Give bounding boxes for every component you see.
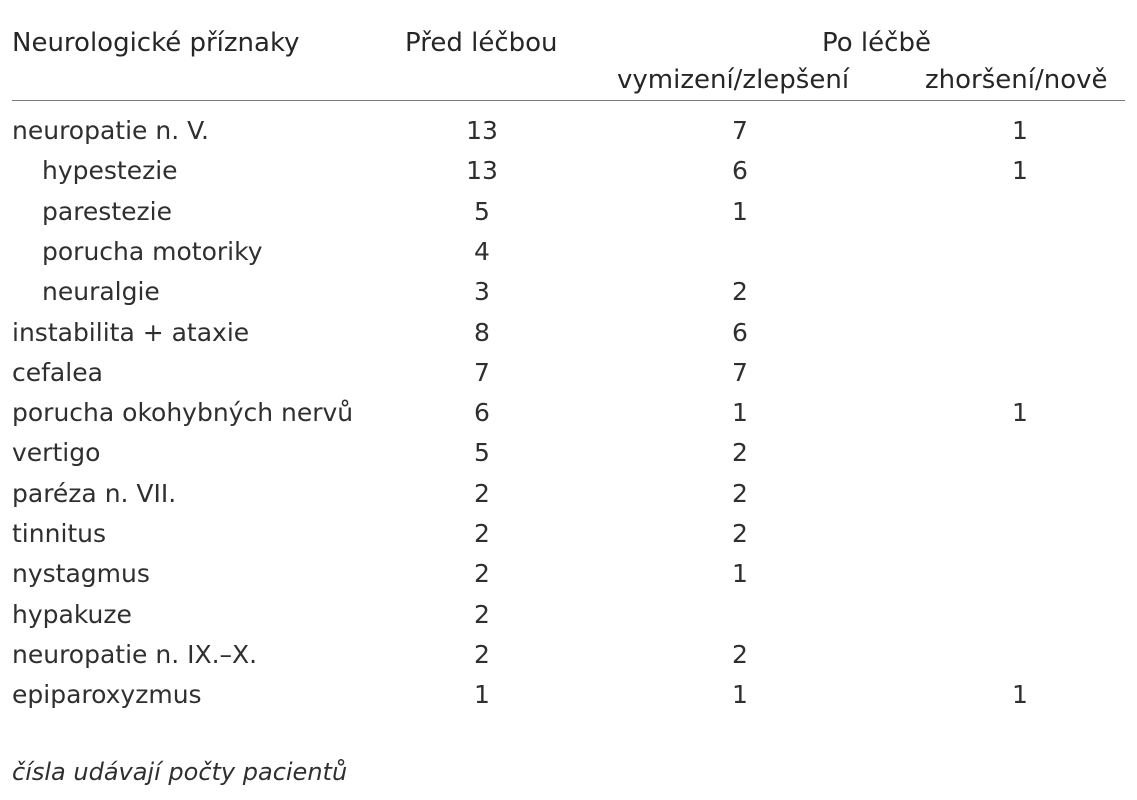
row-label: porucha motoriky [42, 237, 263, 266]
value-before: 13 [466, 156, 498, 185]
value-before: 2 [474, 559, 490, 588]
header-worse: zhoršení/nově [925, 65, 1108, 95]
row-label: hypakuze [12, 600, 132, 629]
value-improved: 7 [732, 116, 748, 145]
value-worse: 1 [1012, 680, 1028, 709]
value-before: 1 [474, 680, 490, 709]
value-worse: 1 [1012, 156, 1028, 185]
row-label: hypestezie [42, 156, 178, 185]
value-improved: 2 [732, 277, 748, 306]
value-before: 5 [474, 197, 490, 226]
row-label: neuralgie [42, 277, 160, 306]
header-improved: vymizení/zlepšení [617, 65, 850, 95]
value-before: 7 [474, 358, 490, 387]
header-before-treatment: Před léčbou [405, 28, 558, 58]
header-rule [12, 100, 1125, 101]
value-before: 2 [474, 640, 490, 669]
value-before: 2 [474, 600, 490, 629]
value-improved: 6 [732, 156, 748, 185]
value-improved: 1 [732, 559, 748, 588]
row-label: vertigo [12, 438, 101, 467]
row-label: neuropatie n. V. [12, 116, 209, 145]
value-before: 6 [474, 398, 490, 427]
row-label: instabilita + ataxie [12, 318, 250, 347]
value-improved: 2 [732, 519, 748, 548]
value-improved: 1 [732, 680, 748, 709]
value-improved: 2 [732, 640, 748, 669]
row-label: neuropatie n. IX.–X. [12, 640, 258, 669]
value-improved: 7 [732, 358, 748, 387]
value-before: 5 [474, 438, 490, 467]
value-before: 2 [474, 479, 490, 508]
header-after-treatment: Po léčbě [822, 28, 931, 58]
value-worse: 1 [1012, 398, 1028, 427]
row-label: tinnitus [12, 519, 107, 548]
row-label: cefalea [12, 358, 103, 387]
value-before: 8 [474, 318, 490, 347]
row-label: epiparoxyzmus [12, 680, 202, 709]
value-improved: 2 [732, 438, 748, 467]
row-label: nystagmus [12, 559, 150, 588]
value-improved: 2 [732, 479, 748, 508]
value-before: 13 [466, 116, 498, 145]
value-before: 2 [474, 519, 490, 548]
footnote: čísla udávají počty pacientů [12, 758, 348, 786]
value-before: 4 [474, 237, 490, 266]
row-label: paréza n. VII. [12, 479, 177, 508]
row-label: porucha okohybných nervů [12, 398, 354, 427]
value-improved: 1 [732, 197, 748, 226]
header-symptoms: Neurologické příznaky [12, 28, 300, 58]
value-improved: 6 [732, 318, 748, 347]
value-worse: 1 [1012, 116, 1028, 145]
value-improved: 1 [732, 398, 748, 427]
value-before: 3 [474, 277, 490, 306]
row-label: parestezie [42, 197, 172, 226]
